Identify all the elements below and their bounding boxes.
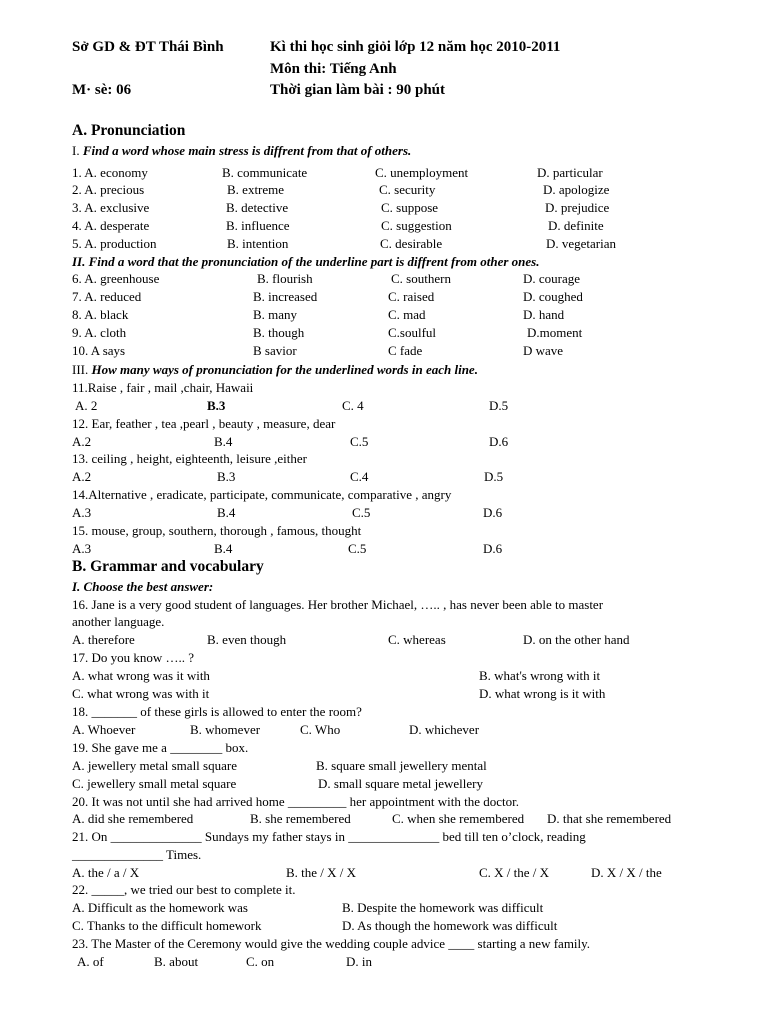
- q13-b: B.3: [217, 469, 236, 484]
- q18-c: C. Who: [300, 722, 341, 737]
- q19-b: B. square small jewellery mental: [316, 758, 487, 773]
- q14-words: 14.Alternative , eradicate, participate, communicate, comparative , angry: [72, 487, 452, 502]
- q19-stem: 19. She gave me a ________ box.: [72, 740, 249, 755]
- q23-d: D. in: [346, 954, 372, 969]
- q6-a: 6. A. greenhouse: [72, 271, 160, 286]
- q22-b: B. Despite the homework was difficult: [342, 900, 544, 915]
- q16-a: A. therefore: [72, 632, 135, 647]
- q19-d: D. small square metal jewellery: [318, 776, 483, 791]
- q14-d: D.6: [483, 505, 503, 520]
- q22-a: A. Difficult as the homework was: [72, 900, 248, 915]
- q15-words: 15. mouse, group, southern, thorough , famous, thought: [72, 523, 362, 538]
- q3-c: C. suppose: [381, 200, 439, 215]
- q5-d: D. vegetarian: [546, 236, 617, 251]
- q14-c: C.5: [352, 505, 371, 520]
- q21-c: C. X / the / X: [479, 865, 550, 880]
- q9-d: D.moment: [527, 325, 583, 340]
- q1-d: D. particular: [537, 165, 603, 180]
- q16-d: D. on the other hand: [523, 632, 630, 647]
- q17-c: C. what wrong was with it: [72, 686, 210, 701]
- q5-b: B. intention: [227, 236, 289, 251]
- q11-words: 11.Raise , fair , mail ,chair, Hawaii: [72, 380, 254, 395]
- q21-d: D. X / X / the: [591, 865, 662, 880]
- q1-b: B. communicate: [222, 165, 308, 180]
- q20-stem: 20. It was not until she had arrived home _________ her appointment with the doctor.: [72, 794, 519, 809]
- q18-d: D. whichever: [409, 722, 480, 737]
- q10-d: D wave: [523, 343, 564, 358]
- q4-a: 4. A. desperate: [72, 218, 150, 233]
- q15-d: D.6: [483, 541, 503, 556]
- q11-b: B.3: [207, 398, 226, 413]
- q12-c: C.5: [350, 434, 369, 449]
- q20-b: B. she remembered: [250, 811, 351, 826]
- q1-a: 1. A. economy: [72, 165, 148, 180]
- q10-c: C fade: [388, 343, 423, 358]
- department: Sở GD & ĐT Thái Bình: [72, 39, 224, 55]
- q11-c: C. 4: [342, 398, 364, 413]
- q10-b: B savior: [253, 343, 297, 358]
- q22-c: C. Thanks to the difficult homework: [72, 918, 262, 933]
- q2-b: B. extreme: [227, 182, 285, 197]
- q13-words: 13. ceiling , height, eighteenth, leisure ,either: [72, 451, 308, 466]
- q3-b: B. detective: [226, 200, 289, 215]
- q23-c: C. on: [246, 954, 275, 969]
- exam-time: Thời gian làm bài : 90 phút: [270, 82, 446, 98]
- q17-stem: 17. Do you know ….. ?: [72, 650, 195, 665]
- q22-stem: 22. _____, we tried our best to complete it.: [72, 882, 296, 897]
- q2-c: C. security: [379, 182, 436, 197]
- q22-d: D. As though the homework was difficult: [342, 918, 558, 933]
- q10-a: 10. A says: [72, 343, 126, 358]
- section-b-title: B. Grammar and vocabulary: [72, 558, 264, 575]
- q3-d: D. prejudice: [545, 200, 610, 215]
- q21-a: A. the / a / X: [72, 865, 140, 880]
- subject: Môn thi: Tiếng Anh: [270, 61, 397, 77]
- q8-d: D. hand: [523, 307, 565, 322]
- q8-c: C. mad: [388, 307, 426, 322]
- q18-stem: 18. _______ of these girls is allowed to enter the room?: [72, 704, 362, 719]
- q8-b: B. many: [253, 307, 298, 322]
- q17-d: D. what wrong is it with: [479, 686, 606, 701]
- q9-b: B. though: [253, 325, 305, 340]
- q15-c: C.5: [348, 541, 367, 556]
- q20-d: D. that she remembered: [547, 811, 672, 826]
- q16-c: C. whereas: [388, 632, 446, 647]
- exam-code: M· sè: 06: [72, 82, 132, 98]
- q20-c: C. when she remembered: [392, 811, 525, 826]
- q6-b: B. flourish: [257, 271, 313, 286]
- q21-line2: ______________ Times.: [72, 847, 202, 862]
- q18-b: B. whomever: [190, 722, 261, 737]
- q19-c: C. jewellery small metal square: [72, 776, 237, 791]
- q14-a: A.3: [72, 505, 92, 520]
- q4-d: D. definite: [548, 218, 604, 233]
- exam-title: Kì thi học sinh giỏi lớp 12 năm học 2010-2011: [270, 39, 561, 55]
- q17-b: B. what's wrong with it: [479, 668, 601, 683]
- q8-a: 8. A. black: [72, 307, 129, 322]
- q16-line1: 16. Jane is a very good student of languages. Her brother Michael, ….. , has never been able to master: [72, 597, 604, 612]
- q21-line1: 21. On ______________ Sundays my father stays in ______________ bed till ten o’clock, reading: [72, 829, 586, 844]
- q7-c: C. raised: [388, 289, 435, 304]
- q15-a: A.3: [72, 541, 92, 556]
- part3-instruction: [72, 362, 478, 378]
- q18-a: A. Whoever: [72, 722, 136, 737]
- q23-stem: 23. The Master of the Ceremony would give the wedding couple advice ____ starting a new family.: [72, 936, 591, 951]
- q11-d: D.5: [489, 398, 509, 413]
- q19-a: A. jewellery metal small square: [72, 758, 237, 773]
- q4-c: C. suggestion: [381, 218, 452, 233]
- part1-instruction-b: I. Choose the best answer:: [72, 579, 214, 594]
- part3-text: How many ways of pronunciation for the underlined words in each line.: [91, 362, 478, 377]
- q1-c: C. unemployment: [375, 165, 469, 180]
- part1-number: I.: [72, 143, 80, 158]
- q9-c: C.soulful: [388, 325, 437, 340]
- q9-a: 9. A. cloth: [72, 325, 127, 340]
- q14-b: B.4: [217, 505, 236, 520]
- part1-instruction: [72, 143, 411, 159]
- q12-words: 12. Ear, feather , tea ,pearl , beauty , measure, dear: [72, 416, 336, 431]
- q3-a: 3. A. exclusive: [72, 200, 150, 215]
- q6-c: C. southern: [391, 271, 451, 286]
- q11-a: A. 2: [75, 398, 98, 413]
- q12-a: A.2: [72, 434, 92, 449]
- q7-b: B. increased: [253, 289, 318, 304]
- q6-d: D. courage: [523, 271, 581, 286]
- q13-c: C.4: [350, 469, 369, 484]
- q2-a: 2. A. precious: [72, 182, 145, 197]
- q17-a: A. what wrong was it with: [72, 668, 210, 683]
- q13-a: A.2: [72, 469, 92, 484]
- q23-b: B. about: [154, 954, 199, 969]
- q13-d: D.5: [484, 469, 504, 484]
- part3-number: III.: [72, 362, 89, 377]
- q5-c: C. desirable: [380, 236, 443, 251]
- q16-line2: another language.: [72, 614, 165, 629]
- q4-b: B. influence: [226, 218, 290, 233]
- q16-b: B. even though: [207, 632, 287, 647]
- q7-a: 7. A. reduced: [72, 289, 142, 304]
- q5-a: 5. A. production: [72, 236, 157, 251]
- q2-d: D. apologize: [543, 182, 610, 197]
- part2-instruction: II. Find a word that the pronunciation of the underline part is diffrent from other ones.: [72, 254, 540, 269]
- q15-b: B.4: [214, 541, 233, 556]
- q7-d: D. coughed: [523, 289, 583, 304]
- q21-b: B. the / X / X: [286, 865, 357, 880]
- section-a-title: A. Pronunciation: [72, 122, 186, 139]
- q12-d: D.6: [489, 434, 509, 449]
- q20-a: A. did she remembered: [72, 811, 194, 826]
- part1-text: Find a word whose main stress is diffrent from that of others.: [82, 143, 412, 158]
- q23-a: A. of: [77, 954, 104, 969]
- q12-b: B.4: [214, 434, 233, 449]
